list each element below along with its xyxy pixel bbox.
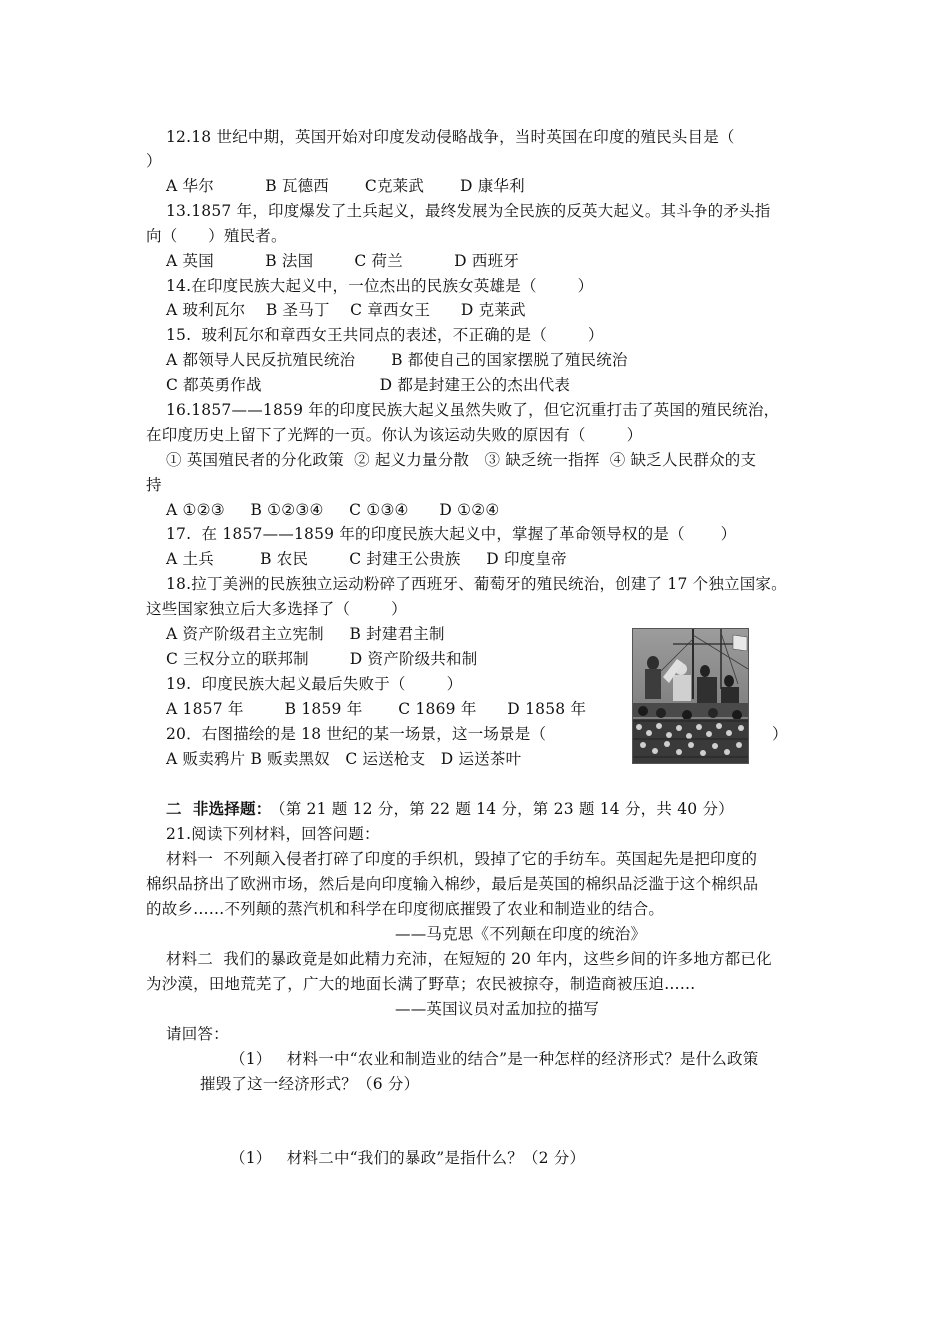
material-1-line-3: 的故乡……不列颠的蒸汽机和科学在印度彻底摧毁了农业和制造业的结合。 bbox=[146, 900, 665, 918]
question-12-stem: 12.18 世纪中期，英国开始对印度发动侵略战争，当时英国在印度的殖民头目是（ bbox=[166, 128, 735, 146]
question-15-stem: 15. 玻利瓦尔和章西女王共同点的表述，不正确的是（ ） bbox=[166, 326, 604, 344]
material-1-line-2: 棉织品挤出了欧洲市场，然后是向印度输入棉纱，最后是英国的棉织品泛滥于这个棉织品 bbox=[146, 875, 759, 893]
question-20-stem-close: ） bbox=[772, 725, 788, 743]
question-16-items: ① 英国殖民者的分化政策 ② 起义力量分散 ③ 缺乏统一指挥 ④ 缺乏人民群众的支 bbox=[166, 451, 757, 469]
sub-question-2: （1） 材料二中“我们的暴政”是指什么？（2 分） bbox=[230, 1149, 586, 1167]
question-19-options: A 1857 年 B 1859 年 C 1869 年 D 1858 年 bbox=[166, 700, 587, 718]
question-16-options: A ①②③ B ①②③④ C ①③④ D ①②④ bbox=[166, 501, 500, 519]
question-21-intro: 21.阅读下列材料，回答问题： bbox=[166, 825, 380, 843]
sub-question-1-line-1: （1） 材料一中“农业和制造业的结合”是一种怎样的经济形式？是什么政策 bbox=[230, 1050, 759, 1068]
material-2-line-1: 材料二 我们的暴政竟是如此精力充沛，在短短的 20 年内，这些乡间的许多地方都已化 bbox=[166, 950, 772, 968]
question-13-options: A 英国 B 法国 C 荷兰 D 西班牙 bbox=[166, 252, 520, 270]
material-2-source: ——英国议员对孟加拉的描写 bbox=[395, 1000, 600, 1018]
question-20-illustration bbox=[632, 628, 749, 764]
question-18-options-ab: A 资产阶级君主立宪制 B 封建君主制 bbox=[166, 625, 445, 643]
question-14-stem: 14.在印度民族大起义中，一位杰出的民族女英雄是（ ） bbox=[166, 277, 594, 295]
question-13-stem-cont: 向（ ）殖民者。 bbox=[146, 227, 287, 245]
material-1-line-1: 材料一 不列颠入侵者打碎了印度的手织机，毁掉了它的手纺车。英国起先是把印度的 bbox=[166, 850, 758, 868]
question-12-options: A 华尔 B 瓦德西 C克莱武 D 康华利 bbox=[166, 177, 525, 195]
question-18-stem-cont: 这些国家独立后大多选择了（ ） bbox=[146, 600, 407, 618]
question-16-stem-cont: 在印度历史上留下了光辉的一页。你认为该运动失败的原因有（ ） bbox=[146, 426, 643, 444]
question-14-options: A 玻利瓦尔 B 圣马丁 C 章西女王 D 克莱武 bbox=[166, 301, 526, 319]
sub-question-1-line-2: 摧毁了这一经济形式？（6 分） bbox=[200, 1075, 420, 1093]
section-2-title: 二 非选择题： bbox=[166, 799, 272, 818]
answer-prompt: 请回答： bbox=[166, 1025, 229, 1043]
question-15-options-ab: A 都领导人民反抗殖民统治 B 都使自己的国家摆脱了殖民统治 bbox=[166, 351, 628, 369]
question-20-options: A 贩卖鸦片 B 贩卖黑奴 C 运送枪支 D 运送茶叶 bbox=[166, 750, 522, 768]
question-18-options-cd: C 三权分立的联邦制 D 资产阶级共和制 bbox=[166, 650, 478, 668]
material-1-source: ——马克思《不列颠在印度的统治》 bbox=[395, 925, 647, 943]
question-12-stem-cont: ） bbox=[146, 152, 162, 170]
question-16-items-cont: 持 bbox=[146, 476, 162, 494]
material-2-line-2: 为沙漠，田地荒芜了，广大的地面长满了野草；农民被掠夺，制造商被压迫…… bbox=[146, 975, 696, 993]
question-16-stem: 16.1857——1859 年的印度民族大起义虽然失败了，但它沉重打击了英国的殖民统治， bbox=[166, 401, 780, 419]
question-17-stem: 17. 在 1857——1859 年的印度民族大起义中，掌握了革命领导权的是（ ） bbox=[166, 525, 737, 543]
question-17-options: A 土兵 B 农民 C 封建王公贵族 D 印度皇帝 bbox=[166, 550, 567, 568]
question-20-stem: 20．右图描绘的是 18 世纪的某一场景，这一场景是（ bbox=[166, 725, 547, 743]
question-19-stem: 19. 印度民族大起义最后失败于（ ） bbox=[166, 675, 463, 693]
question-18-stem: 18.拉丁美洲的民族独立运动粉碎了西班牙、葡萄牙的殖民统治，创建了 17 个独立国家。 bbox=[166, 575, 787, 593]
question-13-stem: 13.1857 年，印度爆发了土兵起义，最终发展为全民族的反英大起义。其斗争的矛头指 bbox=[166, 202, 771, 220]
section-2-scoring: （第 21 题 12 分，第 22 题 14 分，第 23 题 14 分，共 40 分） bbox=[270, 800, 734, 818]
question-15-options-cd: C 都英勇作战 D 都是封建王公的杰出代表 bbox=[166, 376, 571, 394]
